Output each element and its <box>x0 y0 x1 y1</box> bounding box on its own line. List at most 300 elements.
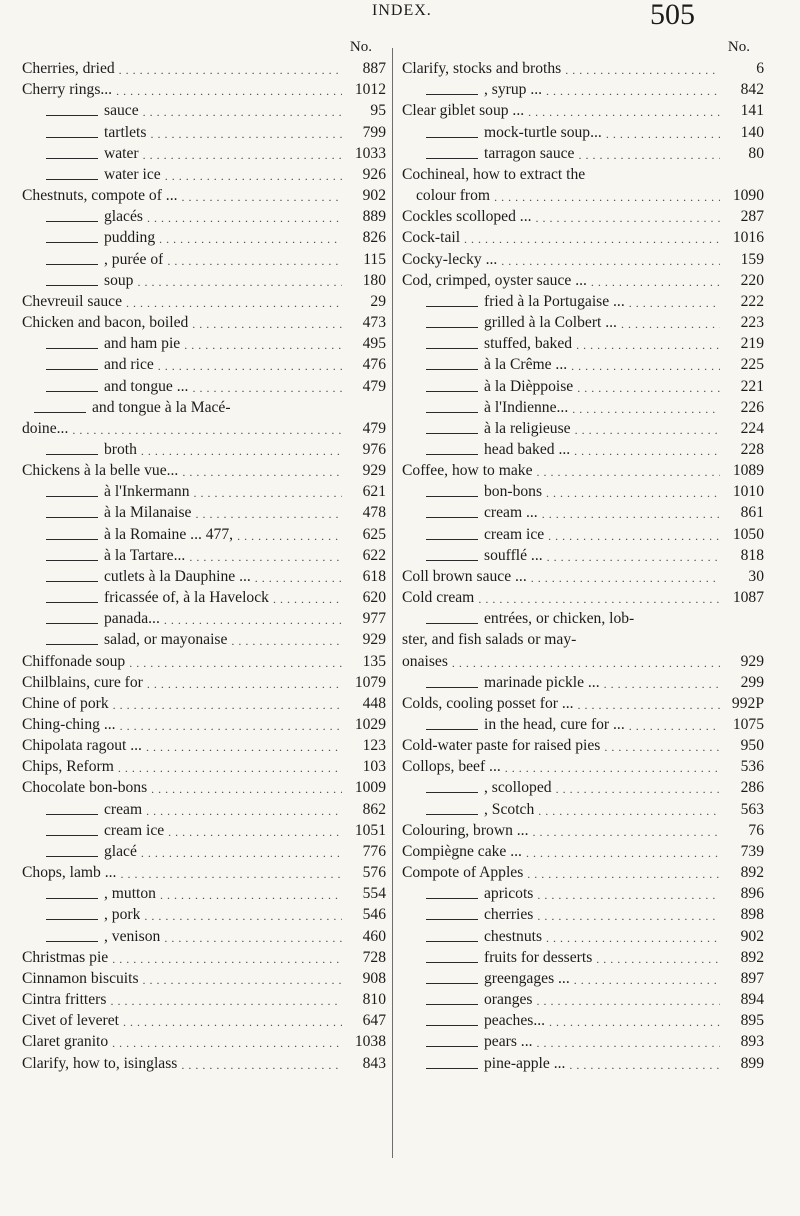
entry-page-number: 141 <box>740 102 764 120</box>
entry-page-number: 224 <box>740 419 764 437</box>
entry-text: sauce <box>104 102 139 120</box>
entry-text: Chocolate bon-bons <box>22 779 148 797</box>
dot-leader <box>164 611 342 629</box>
dot-leader <box>574 971 720 989</box>
entry-text: head baked ... <box>484 440 571 458</box>
dot-leader <box>526 844 720 862</box>
entry-text: cherries <box>484 906 534 924</box>
entry-page-number: 799 <box>362 123 386 141</box>
ditto-dash <box>426 983 478 984</box>
dot-leader <box>494 188 720 206</box>
entry-page-number: 889 <box>362 208 386 226</box>
index-entry <box>402 79 764 100</box>
entry-page-number: 1089 <box>732 462 764 480</box>
ditto-dash <box>426 1046 478 1047</box>
dot-leader <box>505 759 720 777</box>
dot-leader <box>531 569 720 587</box>
index-entry <box>22 841 386 862</box>
dot-leader <box>110 992 342 1010</box>
entry-page-number: 887 <box>362 60 386 78</box>
index-entry <box>22 947 386 968</box>
index-entry <box>22 354 386 375</box>
dot-leader <box>538 802 720 820</box>
index-entry <box>22 756 386 777</box>
entry-page-number: 222 <box>740 292 764 310</box>
entry-page-number: 135 <box>362 652 386 670</box>
dot-leader <box>537 463 721 481</box>
entry-page-number: 826 <box>362 229 386 247</box>
entry-text: salad, or mayonaise <box>104 631 228 649</box>
index-entry <box>22 270 386 291</box>
entry-page-number: 223 <box>740 314 764 332</box>
entry-text: panada... <box>104 610 160 628</box>
dot-leader <box>143 103 342 121</box>
dot-leader <box>528 103 720 121</box>
ditto-dash <box>46 115 98 116</box>
entry-page-number: 180 <box>362 271 386 289</box>
index-entry <box>402 608 764 629</box>
index-entry <box>402 206 764 227</box>
entry-text: and ham pie <box>104 335 181 353</box>
entry-text: fruits for desserts <box>484 948 593 966</box>
entry-text: pudding <box>104 229 156 247</box>
entry-page-number: 926 <box>362 165 386 183</box>
dot-leader <box>606 125 720 143</box>
entry-text: and rice <box>104 356 154 374</box>
entry-text: entrées, or chicken, lob- <box>484 610 635 628</box>
ditto-dash <box>46 242 98 243</box>
ditto-dash <box>46 581 98 582</box>
index-entry <box>402 502 764 523</box>
ditto-dash <box>46 814 98 815</box>
dot-leader <box>159 230 342 248</box>
index-entry <box>22 608 386 629</box>
entry-page-number: 576 <box>362 864 386 882</box>
entry-page-number: 287 <box>740 208 764 226</box>
ditto-dash <box>46 496 98 497</box>
ditto-dash <box>426 306 478 307</box>
index-entry <box>22 925 386 946</box>
entry-page-number: 892 <box>740 864 764 882</box>
entry-page-number: 476 <box>362 356 386 374</box>
no-label-left: No. <box>349 39 372 55</box>
entry-text: , mutton <box>104 885 156 903</box>
entry-text: Cod, crimped, oyster sauce ... <box>402 271 587 289</box>
dot-leader <box>147 675 342 693</box>
entry-text: Chips, Reform <box>22 758 114 776</box>
entry-text: Cockles scolloped ... <box>402 208 532 226</box>
index-entry <box>22 291 386 312</box>
dot-leader <box>147 209 342 227</box>
entry-text: Christmas pie <box>22 948 109 966</box>
dot-leader <box>478 590 720 608</box>
dot-leader <box>578 696 720 714</box>
column-divider <box>392 48 393 1158</box>
dot-leader <box>143 971 342 989</box>
dot-leader <box>464 230 720 248</box>
index-entry <box>22 862 386 883</box>
dot-leader <box>123 1013 342 1031</box>
dot-leader <box>604 738 720 756</box>
index-entry <box>22 79 386 100</box>
entry-page-number: 479 <box>362 377 386 395</box>
index-entry <box>22 312 386 333</box>
entry-page-number: 776 <box>362 842 386 860</box>
dot-leader <box>137 273 342 291</box>
index-entry <box>22 523 386 544</box>
dot-leader <box>160 886 342 904</box>
index-entry <box>402 227 764 248</box>
entry-text: pine-apple ... <box>484 1054 566 1072</box>
entry-text: Cherries, dried <box>22 60 115 78</box>
entry-page-number: 728 <box>362 948 386 966</box>
dot-leader <box>452 654 720 672</box>
index-entry <box>22 1010 386 1031</box>
entry-text: Chipolata ragout ... <box>22 737 142 755</box>
index-entry <box>402 270 764 291</box>
entry-text: Cocky-lecky ... <box>402 250 498 268</box>
index-entry <box>22 143 386 164</box>
dot-leader <box>591 273 720 291</box>
entry-text: Chestnuts, compote of ... <box>22 187 178 205</box>
entry-page-number: 30 <box>748 567 764 585</box>
dot-leader <box>118 759 342 777</box>
entry-text: à l'Inkermann <box>104 483 190 501</box>
dot-leader <box>164 929 342 947</box>
entry-page-number: 1010 <box>732 483 764 501</box>
entry-text: cream ice <box>484 525 545 543</box>
dot-leader <box>182 188 343 206</box>
entry-text: Collops, beef ... <box>402 758 501 776</box>
entry-page-number: 902 <box>740 927 764 945</box>
entry-page-number: 908 <box>362 969 386 987</box>
dot-leader <box>194 484 342 502</box>
entry-text: Chiffonade soup <box>22 652 126 670</box>
index-entry <box>402 1031 764 1052</box>
running-title: INDEX. <box>372 2 432 19</box>
dot-leader <box>112 1034 342 1052</box>
index-entry <box>22 566 386 587</box>
entry-page-number: 115 <box>363 250 386 268</box>
entry-text: , Scotch <box>484 800 535 818</box>
entry-text: cream ... <box>484 504 538 522</box>
page-number: 505 <box>650 0 695 31</box>
entry-page-number: 739 <box>740 842 764 860</box>
dot-leader <box>182 463 342 481</box>
ditto-dash <box>426 792 478 793</box>
dot-leader <box>72 421 342 439</box>
entry-text: onaises <box>402 652 448 670</box>
entry-page-number: 220 <box>740 271 764 289</box>
entry-page-number: 902 <box>362 187 386 205</box>
entry-text: and tongue ... <box>104 377 189 395</box>
index-entry <box>402 58 764 79</box>
index-entry <box>22 672 386 693</box>
entry-page-number: 898 <box>740 906 764 924</box>
index-entry <box>402 841 764 862</box>
entry-text: Clarify, stocks and broths <box>402 60 562 78</box>
entry-page-number: 495 <box>362 335 386 353</box>
index-entry <box>402 904 764 925</box>
dot-leader <box>629 294 720 312</box>
index-entry <box>402 481 764 502</box>
entry-page-number: 1087 <box>732 589 764 607</box>
ditto-dash <box>46 348 98 349</box>
entry-page-number: 892 <box>740 948 764 966</box>
index-entry <box>22 121 386 142</box>
entry-text: apricots <box>484 885 534 903</box>
index-entry <box>402 375 764 396</box>
index-entry <box>402 121 764 142</box>
index-entry <box>402 143 764 164</box>
dot-leader <box>537 992 721 1010</box>
entry-text: Chine of pork <box>22 694 109 712</box>
index-entry <box>402 650 764 671</box>
dot-leader <box>112 950 342 968</box>
index-entry <box>22 460 386 481</box>
entry-text: Colds, cooling posset for ... <box>402 694 574 712</box>
dot-leader <box>546 929 720 947</box>
entry-page-number: 818 <box>740 546 764 564</box>
entry-text: à la religieuse <box>484 419 571 437</box>
dot-leader <box>120 717 342 735</box>
entry-text: marinade pickle ... <box>484 673 600 691</box>
index-entry <box>402 333 764 354</box>
index-entry <box>22 397 386 418</box>
entry-page-number: 1051 <box>354 821 386 839</box>
entry-text: water ice <box>104 165 161 183</box>
entry-page-number: 1029 <box>354 716 386 733</box>
dot-leader <box>141 844 342 862</box>
ditto-dash <box>426 623 478 624</box>
dot-leader <box>549 1013 720 1031</box>
index-entry <box>402 312 764 333</box>
entry-page-number: 950 <box>740 737 764 755</box>
ditto-dash <box>426 137 478 138</box>
entry-text: à la Dièppoise <box>484 377 574 395</box>
ditto-dash <box>46 158 98 159</box>
entry-text: colour from <box>416 187 491 205</box>
entry-text: cream ice <box>104 821 165 839</box>
dot-leader <box>501 252 720 270</box>
ditto-dash <box>46 179 98 180</box>
index-entry <box>402 545 764 566</box>
entry-page-number: 647 <box>362 1012 386 1030</box>
entry-page-number: 554 <box>362 885 386 903</box>
no-label-right: No. <box>727 39 750 55</box>
entry-page-number: 536 <box>740 758 764 776</box>
dot-leader <box>596 950 720 968</box>
entry-page-number: 929 <box>362 631 386 649</box>
dot-leader <box>141 442 342 460</box>
entry-text: in the head, cure for ... <box>484 716 625 733</box>
dot-leader <box>126 294 342 312</box>
index-entry <box>22 777 386 798</box>
entry-text: Civet of leveret <box>22 1012 119 1030</box>
entry-page-number: 80 <box>748 144 764 162</box>
dot-leader <box>578 146 720 164</box>
index-entry <box>402 291 764 312</box>
dot-leader <box>537 907 720 925</box>
index-entry <box>22 439 386 460</box>
dot-leader <box>146 738 342 756</box>
index-entry <box>402 693 764 714</box>
entry-page-number: 225 <box>740 356 764 374</box>
ditto-dash <box>426 687 478 688</box>
index-entry <box>402 418 764 439</box>
entry-text: , pork <box>104 906 141 924</box>
ditto-dash <box>46 898 98 899</box>
ditto-dash <box>426 1004 478 1005</box>
ditto-dash <box>426 560 478 561</box>
index-entry <box>402 566 764 587</box>
entry-page-number: 621 <box>362 483 386 501</box>
dot-leader <box>192 379 342 397</box>
left-column <box>22 39 386 1074</box>
index-entry <box>402 798 764 819</box>
entry-text: Coll brown sauce ... <box>402 567 527 585</box>
entry-text: Clear giblet soup ... <box>402 102 525 120</box>
entry-page-number: 159 <box>740 250 764 268</box>
entry-text: Cherry rings... <box>22 81 113 99</box>
entry-page-number: 478 <box>362 504 386 522</box>
ditto-dash <box>426 391 478 392</box>
ditto-dash <box>426 919 478 920</box>
entry-text: Chops, lamb ... <box>22 864 117 882</box>
index-entry <box>402 523 764 544</box>
index-entry <box>402 714 764 735</box>
entry-page-number: 842 <box>740 81 764 99</box>
right-entry-list <box>402 58 764 1074</box>
entry-text: peaches... <box>484 1012 546 1030</box>
entry-text: oranges <box>484 991 533 1009</box>
index-entry <box>402 100 764 121</box>
entry-text: , venison <box>104 927 161 945</box>
entry-text: à la Milanaise <box>104 504 192 522</box>
entry-page-number: 992P <box>731 694 764 712</box>
index-entry <box>402 672 764 693</box>
entry-text: and tongue à la Macé- <box>92 398 231 416</box>
entry-page-number: 929 <box>740 652 764 670</box>
entry-page-number: 1012 <box>354 81 386 99</box>
entry-page-number: 1079 <box>354 673 386 691</box>
ditto-dash <box>426 539 478 540</box>
entry-text: mock-turtle soup... <box>484 123 602 141</box>
dot-leader <box>167 252 342 270</box>
index-entry <box>22 164 386 185</box>
entry-page-number: 1075 <box>732 716 764 733</box>
entry-text: à l'Indienne... <box>484 398 569 416</box>
entry-text: tartlets <box>104 123 147 141</box>
index-entry <box>402 439 764 460</box>
left-entry-list <box>22 58 386 1074</box>
entry-text: Clarify, how to, isinglass <box>22 1054 178 1072</box>
entry-text: à la Tartare... <box>104 546 186 564</box>
dot-leader <box>621 315 720 333</box>
entry-page-number: 286 <box>740 779 764 797</box>
index-entry <box>22 58 386 79</box>
ditto-dash <box>46 264 98 265</box>
dot-leader <box>546 82 720 100</box>
index-entry <box>22 375 386 396</box>
dot-leader <box>576 336 720 354</box>
entry-text: soufflé ... <box>484 546 543 564</box>
ditto-dash <box>426 94 478 95</box>
dot-leader <box>150 125 342 143</box>
entry-text: Chickens à la belle vue... <box>22 462 179 480</box>
entry-text: glacés <box>104 208 143 226</box>
index-entry <box>402 397 764 418</box>
dot-leader <box>546 484 720 502</box>
dot-leader <box>536 209 721 227</box>
entry-text: Chicken and bacon, boiled <box>22 314 189 332</box>
index-entry <box>402 925 764 946</box>
entry-page-number: 1038 <box>354 1033 386 1051</box>
entry-page-number: 140 <box>740 123 764 141</box>
entry-page-number: 95 <box>370 102 386 120</box>
index-entry <box>22 481 386 502</box>
ditto-dash <box>46 644 98 645</box>
ditto-dash <box>426 433 478 434</box>
index-entry <box>22 206 386 227</box>
dot-leader <box>548 527 720 545</box>
entry-text: greengages ... <box>484 969 570 987</box>
dot-leader <box>565 61 720 79</box>
entry-page-number: 228 <box>740 440 764 458</box>
ditto-dash <box>426 898 478 899</box>
index-entry <box>22 227 386 248</box>
ditto-dash <box>46 137 98 138</box>
entry-text: chestnuts <box>484 927 543 945</box>
entry-page-number: 895 <box>740 1012 764 1030</box>
ditto-dash <box>46 285 98 286</box>
dot-leader <box>143 146 342 164</box>
entry-page-number: 563 <box>740 800 764 818</box>
entry-page-number: 894 <box>740 991 764 1009</box>
entry-text: fried à la Portugaise ... <box>484 292 625 310</box>
entry-page-number: 123 <box>362 737 386 755</box>
ditto-dash <box>426 814 478 815</box>
entry-text: Compiègne cake ... <box>402 842 522 860</box>
ditto-dash <box>34 412 86 413</box>
ditto-dash <box>46 602 98 603</box>
index-entry <box>402 735 764 756</box>
entry-text: pears ... <box>484 1033 533 1051</box>
entry-page-number: 221 <box>740 377 764 395</box>
ditto-dash <box>46 221 98 222</box>
dot-leader <box>604 675 720 693</box>
entry-page-number: 810 <box>362 991 386 1009</box>
ditto-dash <box>46 454 98 455</box>
entry-page-number: 76 <box>748 821 764 839</box>
index-entry <box>402 460 764 481</box>
index-entry <box>22 545 386 566</box>
index-entry <box>402 820 764 841</box>
entry-text: Chevreuil sauce <box>22 292 123 310</box>
ditto-dash <box>46 623 98 624</box>
ditto-dash <box>426 729 478 730</box>
index-entry <box>402 947 764 968</box>
ditto-dash <box>426 496 478 497</box>
ditto-dash <box>426 941 478 942</box>
entry-text: Colouring, brown ... <box>402 821 529 839</box>
entry-text: à la Crême ... <box>484 356 568 374</box>
dot-leader <box>181 1056 342 1074</box>
entry-page-number: 976 <box>362 440 386 458</box>
entry-page-number: 479 <box>362 419 386 437</box>
entry-text: Cochineal, how to extract the <box>402 165 586 183</box>
entry-text: grilled à la Colbert ... <box>484 314 617 332</box>
